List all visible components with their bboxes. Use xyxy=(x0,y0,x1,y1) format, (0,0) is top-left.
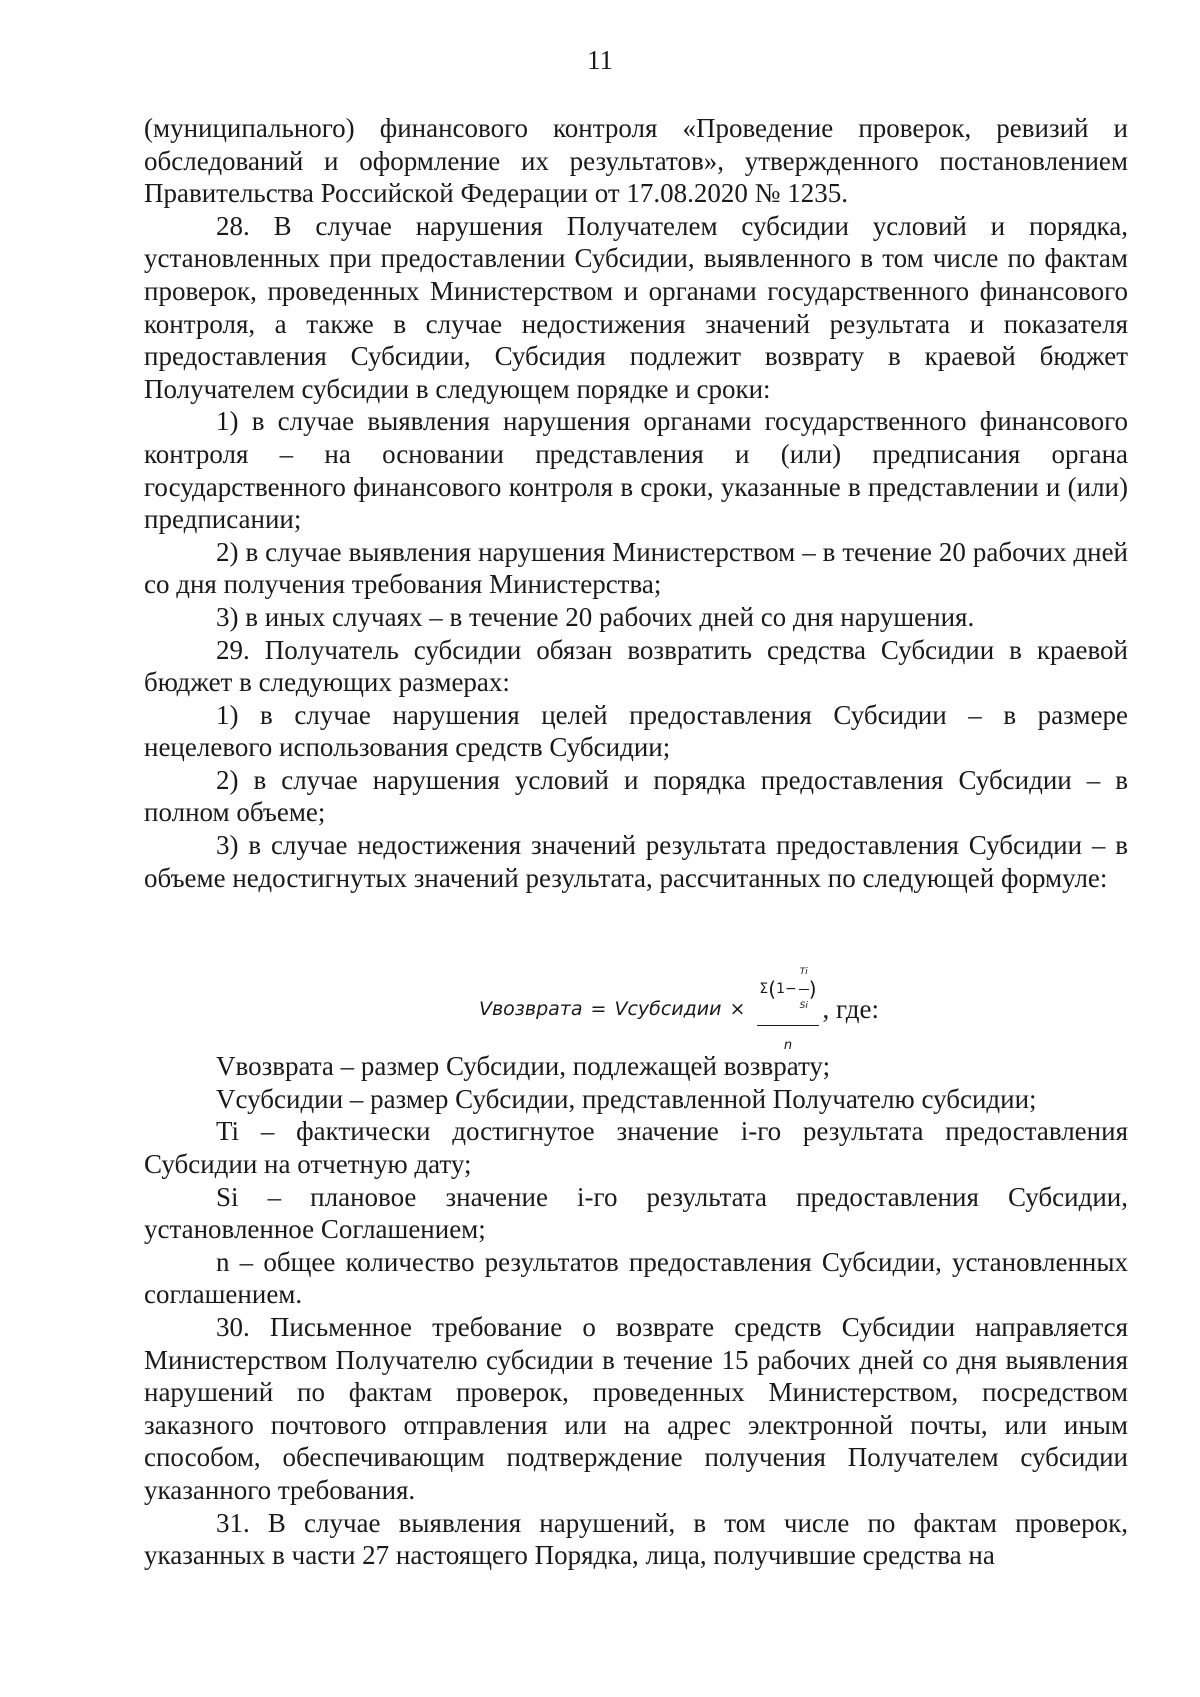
paragraph-31: 31. В случае выявления нарушений, в том числе по фактам проверок, указанных в части 27 настоящего Порядка, лица, получившие средства на xyxy=(144,1507,1128,1571)
return-formula xyxy=(479,956,879,1063)
definition-v-subsidy: Vсубсидии – размер Субсидии, представленной Получателю субсидии; xyxy=(216,1083,1037,1114)
formula-denominator: n xyxy=(783,1038,793,1054)
formula-numerator: Σ ( 1− $\frac{Ti}{Si}$ ) xyxy=(757,956,818,1026)
definition-si: Si – плановое значение i-го результата предоставления Субсидии, установленное Соглашением; xyxy=(144,1181,1128,1245)
formula-sum: Σ xyxy=(759,981,769,998)
definition-ti: Ti – фактически достигнутое значение i-го результата предоставления Субсидии на отчетную дату; xyxy=(144,1116,1128,1180)
paragraph-30: 30. Письменное требование о возврате средств Субсидии направляется Министерством Получателю субсидии в течение 15 рабочих дней со дня выявления нарушений по фактам проверок, проведенных Министерством, посредством заказного почтового отправления или на адрес электронной почты, или иным способом, обеспечивающим подтверждение получения Получателем субсидии указанного требования. xyxy=(144,1312,1128,1505)
paragraph-29-item-3: 3) в случае недостижения значений результата предоставления Субсидии – в объеме недостигнутых значений результата, рассчитанных по следующей формуле: xyxy=(144,830,1128,893)
formula-one-minus: 1− xyxy=(776,981,797,998)
paragraph-continuation: (муниципального) финансового контроля «Проведение проверок, ревизий и обследований и оформление их результатов», утвержденного постановлением Правительства Российской Федерации от 17.08.2020 № 1235. xyxy=(144,113,1128,209)
page-number: 11 xyxy=(587,45,613,75)
formula-where: , где: xyxy=(822,994,879,1025)
formula-ti-si xyxy=(799,956,809,1022)
formula-ti: Ti xyxy=(799,956,809,990)
paragraph-29-item-2: 2) в случае нарушения условий и порядка предоставления Субсидии – в полном объеме; xyxy=(144,764,1128,828)
paragraph-29-item-1: 1) в случае нарушения целей предоставления Субсидии – в размере нецелевого использования средств Субсидии; xyxy=(144,699,1128,763)
paragraph-28-item-1: 1) в случае выявления нарушения органами государственного финансового контроля – на основании представления и (или) предписания органа государственного финансового контроля в сроки, указанные в представлении и (или) предписании; xyxy=(144,406,1128,535)
paragraph-28-item-2: 2) в случае выявления нарушения Министерством – в течение 20 рабочих дней со дня получения требования Министерства; xyxy=(144,536,1128,600)
formula-block xyxy=(144,928,1128,1054)
formula-si: Si xyxy=(799,1000,808,1011)
paragraph-29: 29. Получатель субсидии обязан возвратить средства Субсидии в краевой бюджет в следующих размерах: xyxy=(144,634,1128,698)
paragraph-28: 28. В случае нарушения Получателем субсидии условий и порядка, установленных при предоставлении Субсидии, выявленного в том числе по фактам проверок, проведенных Министерством и органами государственного финансового контроля, а также в случае недостижения значений результата и показателя предоставления Субсидии, Субсидия подлежит возврату в краевой бюджет Получателем субсидии в следующем порядке и сроки: xyxy=(144,210,1128,404)
definition-v-return: Vвозврата – размер Субсидии, подлежащей возврату; xyxy=(216,1051,831,1082)
document-body xyxy=(144,112,1128,1572)
formula-equals: = xyxy=(590,998,607,1021)
formula-lhs: Vвозврата xyxy=(478,998,583,1021)
definition-n: n – общее количество результатов предоставления Субсидии, установленных соглашением. xyxy=(144,1246,1128,1310)
formula-times: × xyxy=(729,998,746,1021)
paragraph-28-item-3: 3) в иных случаях – в течение 20 рабочих дней со дня нарушения. xyxy=(216,601,975,632)
formula-subsidy-var: Vсубсидии xyxy=(614,998,722,1021)
formula-fraction xyxy=(757,956,818,1063)
